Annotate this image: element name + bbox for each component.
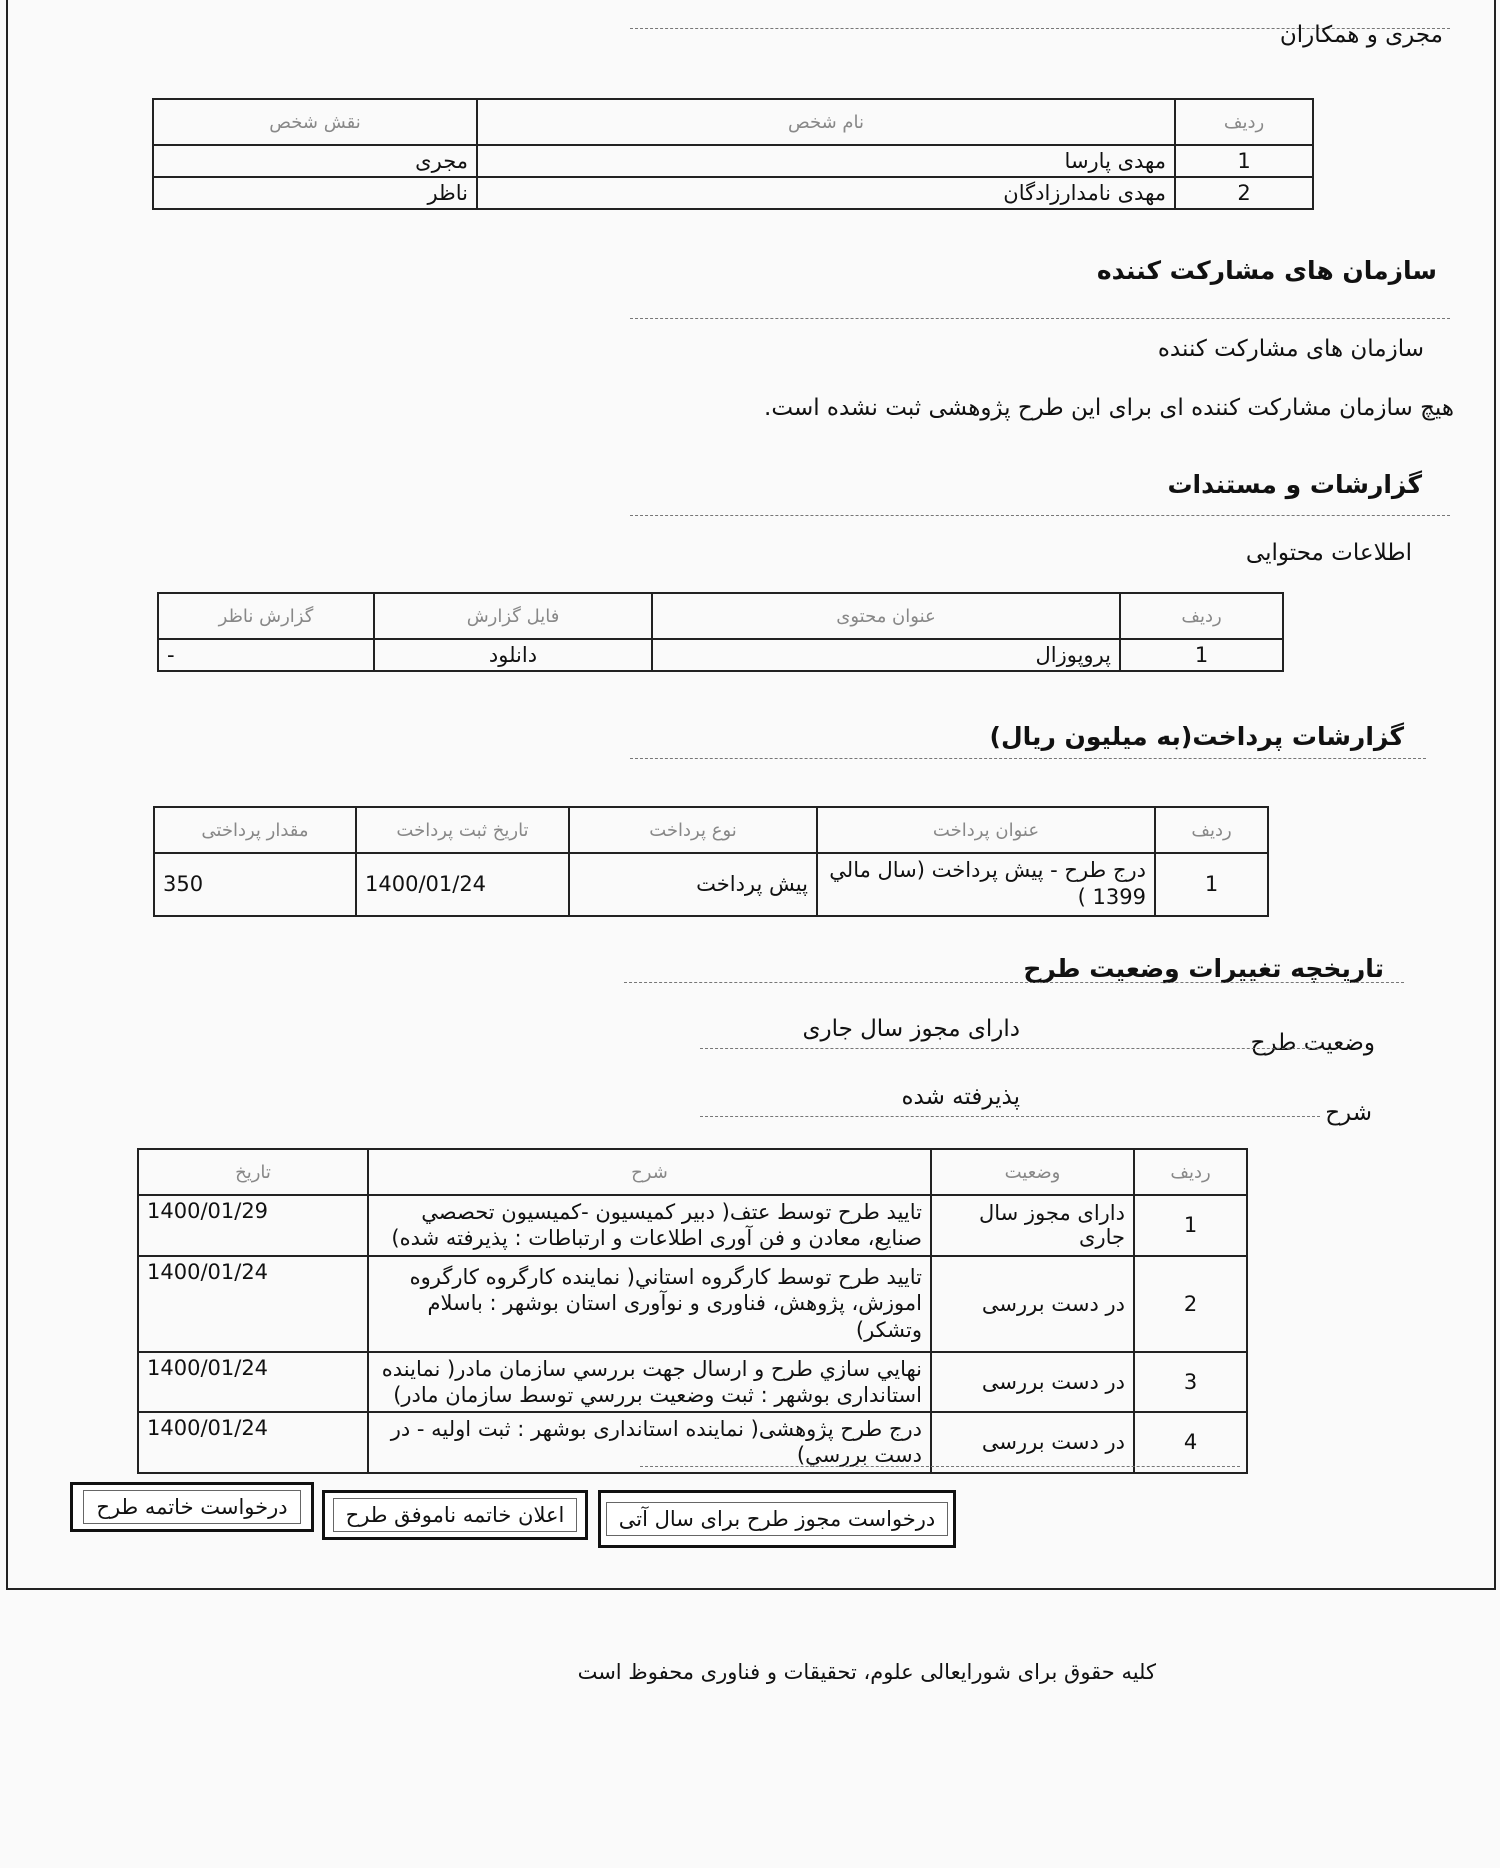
divider	[700, 1048, 1320, 1049]
description-cell: تایید طرح توسط کارگروه استاني( نماینده کارگروه کارگروه اموزش، پژوهش، فناوری و نوآوری استان بوشهر : باسلام وتشکر)	[368, 1256, 931, 1352]
orgs-subtitle: سازمان های مشارکت کننده	[1157, 336, 1424, 362]
reports-subtitle: اطلاعات محتوایی	[1245, 540, 1412, 566]
status-cell: دارای مجوز سال جاری	[931, 1195, 1134, 1256]
table-row	[138, 1412, 1247, 1473]
col-header: عنوان محتوی	[652, 593, 1120, 639]
table-row	[153, 145, 1313, 177]
col-header: تاریخ ثبت پرداخت	[356, 807, 569, 853]
col-header: وضعیت	[931, 1149, 1134, 1195]
row-number: 1	[1134, 1195, 1247, 1256]
col-header: نام شخص	[477, 99, 1175, 145]
date-cell: 1400/01/24	[138, 1256, 368, 1352]
table-row	[138, 1256, 1247, 1352]
row-number: 4	[1134, 1412, 1247, 1473]
orgs-empty-message: هیچ سازمان مشارکت کننده ای برای این طرح پژوهشی ثبت نشده است.	[764, 395, 1454, 421]
col-header: ردیف	[1155, 807, 1268, 853]
description-cell: نهایي سازي طرح و ارسال جهت بررسي سازمان مادر( نماینده استانداری بوشهر : ثبت وضعیت بررسي توسط سازمان مادر)	[368, 1352, 931, 1413]
person-name: مهدی نامدارزادگان	[477, 177, 1175, 209]
col-header: نقش شخص	[153, 99, 477, 145]
date-cell: 1400/01/24	[138, 1412, 368, 1473]
col-header: تاریخ	[138, 1149, 368, 1195]
divider	[630, 318, 1450, 319]
row-number: 1	[1175, 145, 1313, 177]
table-header-row	[153, 99, 1313, 145]
status-value: دارای مجوز سال جاری	[802, 1016, 1020, 1042]
description-cell: درج طرح پژوهشی( نماینده استانداری بوشهر : ثبت اولیه - در دست بررسي)	[368, 1412, 931, 1473]
executors-table	[152, 98, 1314, 210]
payment-type: پیش پرداخت	[569, 853, 817, 916]
history-table	[137, 1148, 1248, 1474]
col-header: شرح	[368, 1149, 931, 1195]
divider	[700, 1116, 1320, 1117]
status-cell: در دست بررسی	[931, 1256, 1134, 1352]
description-label: شرح	[1325, 1100, 1372, 1126]
table-row	[138, 1195, 1247, 1256]
description-value: پذیرفته شده	[901, 1084, 1020, 1110]
reports-table	[157, 592, 1284, 672]
table-header-row	[158, 593, 1283, 639]
request-project-closure-button[interactable]	[70, 1482, 314, 1532]
table-header-row	[138, 1149, 1247, 1195]
person-role: ناظر	[153, 177, 477, 209]
table-row	[138, 1352, 1247, 1413]
status-label: وضعیت طرح	[1250, 1030, 1375, 1056]
divider	[640, 1466, 1240, 1467]
payment-date: 1400/01/24	[356, 853, 569, 916]
reports-section-title: گزارشات و مستندات	[1167, 470, 1422, 499]
divider	[630, 515, 1450, 516]
col-header: ردیف	[1120, 593, 1283, 639]
row-number: 3	[1134, 1352, 1247, 1413]
copyright-footer: کلیه حقوق برای شورایعالی علوم، تحقیقات و فناوری محفوظ است	[577, 1660, 1156, 1684]
col-header: عنوان پرداخت	[817, 807, 1155, 853]
payment-amount: 350	[154, 853, 356, 916]
person-role: مجری	[153, 145, 477, 177]
history-section-title: تاریخچه تغییرات وضعیت طرح	[1023, 954, 1384, 983]
row-number: 1	[1155, 853, 1268, 916]
divider	[630, 758, 1426, 759]
col-header: فایل گزارش	[374, 593, 652, 639]
table-row	[153, 177, 1313, 209]
date-cell: 1400/01/24	[138, 1352, 368, 1413]
description-cell: تایید طرح توسط عتف( دبیر کمیسیون -کمیسیون تحصصي صنایع، معادن و فن آوری اطلاعات و ارتباطات : پذیرفته شده)	[368, 1195, 931, 1256]
announce-unsuccessful-closure-button[interactable]	[322, 1490, 588, 1540]
date-cell: 1400/01/29	[138, 1195, 368, 1256]
row-number: 1	[1120, 639, 1283, 671]
row-number: 2	[1134, 1256, 1247, 1352]
col-header: نوع پرداخت	[569, 807, 817, 853]
divider	[624, 982, 1404, 983]
payment-title: درج طرح - پیش پرداخت (سال مالي 1399 )	[817, 853, 1155, 916]
col-header: مقدار پرداختی	[154, 807, 356, 853]
payments-table	[153, 806, 1269, 917]
payments-section-title: گزارشات پرداخت(به میلیون ریال)	[989, 722, 1404, 751]
row-number: 2	[1175, 177, 1313, 209]
button-label: درخواست خاتمه طرح	[83, 1490, 300, 1524]
col-header: ردیف	[1134, 1149, 1247, 1195]
executors-title: مجری و همکاران	[1279, 22, 1443, 48]
status-cell: در دست بررسی	[931, 1412, 1134, 1473]
col-header: ردیف	[1175, 99, 1313, 145]
status-cell: در دست بررسی	[931, 1352, 1134, 1413]
person-name: مهدی پارسا	[477, 145, 1175, 177]
table-row	[154, 853, 1268, 916]
supervisor-report: -	[158, 639, 374, 671]
request-next-year-permit-button[interactable]	[598, 1490, 956, 1548]
download-link[interactable]: دانلود	[374, 639, 652, 671]
button-label: اعلان خاتمه ناموفق طرح	[333, 1498, 578, 1532]
table-row	[158, 639, 1283, 671]
orgs-section-title: سازمان های مشارکت کننده	[1096, 256, 1437, 285]
col-header: گزارش ناظر	[158, 593, 374, 639]
content-title: پروپوزال	[652, 639, 1120, 671]
table-header-row	[154, 807, 1268, 853]
button-label: درخواست مجوز طرح برای سال آتی	[606, 1502, 949, 1536]
